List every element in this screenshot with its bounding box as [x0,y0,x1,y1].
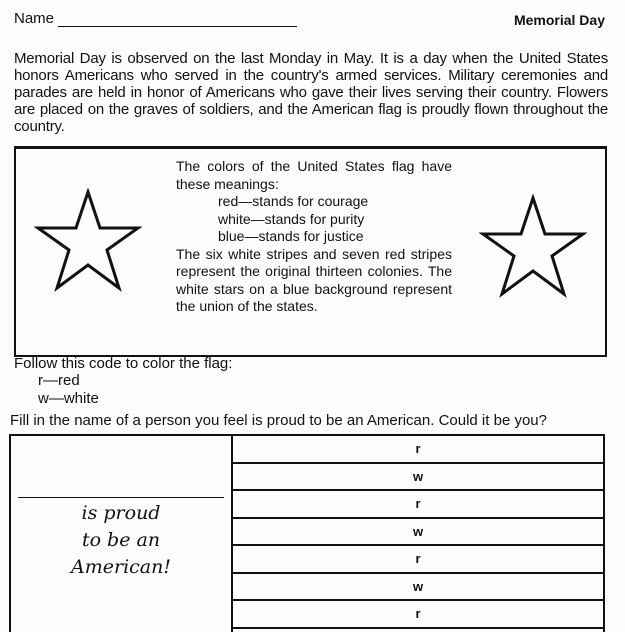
name-label: Name [14,10,55,27]
motto-line: American! [71,556,171,578]
page-title: Memorial Day [513,12,605,28]
name-input-line[interactable] [58,26,297,27]
motto [11,500,231,581]
stripe-white[interactable]: w [233,574,603,602]
flag-meaning-text [176,158,452,316]
code-white: w—white [38,390,99,407]
intro-paragraph: Memorial Day is observed on the last Monday in May. It is a day when the United States honors Americans who served in the country's armed services. Military ceremonies and parades are held in honor of Americans who gave their lives serving their country. Flowers are placed on the graves of soldiers, and the American flag is proudly flown throughout the country. [14,50,608,135]
star-icon [479,194,587,298]
flag-canton[interactable] [11,436,233,632]
stripe-white[interactable]: w [233,519,603,547]
code-red: r—red [38,372,80,389]
meaning-red: red—stands for courage [218,193,369,209]
motto-line: to be an [81,529,161,551]
motto-line: is proud [81,502,161,524]
flag-coloring-area [9,434,605,632]
meaning-lead: The colors of the United States flag have these meanings: [176,158,452,192]
fill-prompt: Fill in the name of a person you feel is proud to be an American. Could it be you? [10,412,547,429]
stripe-red[interactable]: r [233,436,603,464]
meaning-white: white—stands for purity [218,210,365,227]
code-instruction: Follow this code to color the flag: [14,355,233,372]
meaning-blue: blue—stands for justice [218,228,364,244]
star-icon [34,188,142,292]
stripe-red[interactable]: r [233,601,603,629]
stripe-red[interactable]: r [233,546,603,574]
meaning-closing: The six white stripes and seven red stripes represent the original thirteen colonies. The white stars on a blue background represent the union of the states. [176,245,452,314]
stripe-red[interactable]: r [233,491,603,519]
person-name-line[interactable] [18,497,224,498]
flag-stripes [233,436,603,629]
stripe-white[interactable]: w [233,464,603,492]
